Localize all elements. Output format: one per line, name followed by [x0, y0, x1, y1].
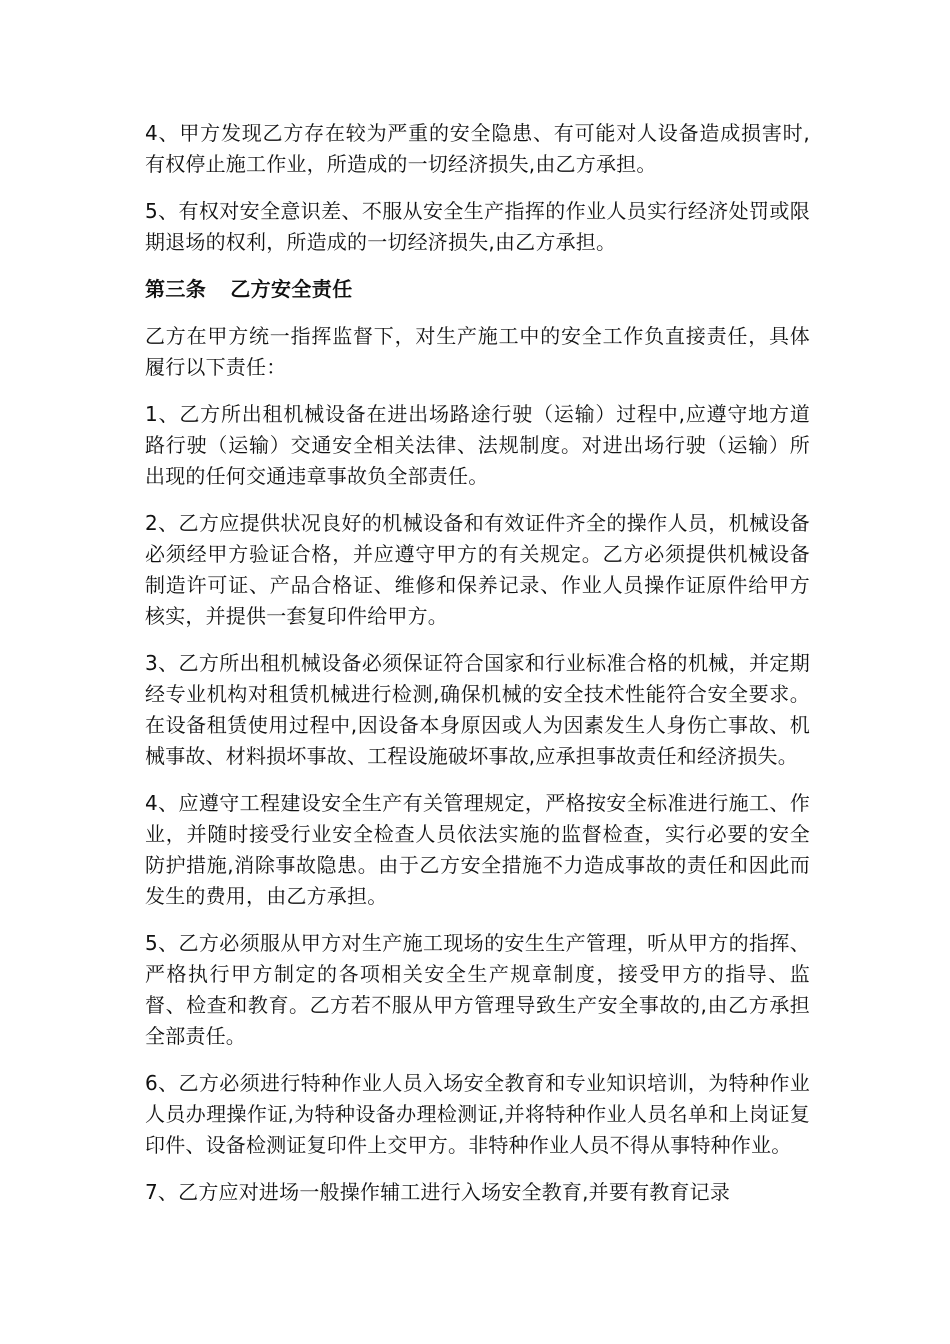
paragraph-clause-7: 7、乙方应对进场一般操作辅工进行入场安全教育,并要有教育记录 [145, 1180, 731, 1204]
paragraph-clause-4: 4、应遵守工程建设安全生产有关管理规定，严格按安全标准进行施工、作业，并随时接受行业安全检查人员依法实施的监督检查，实行必要的安全防护措施,消除事故隐患。由于乙方安全措施不力造成事故的责任和因此而发生的费用，由乙方承担。 [145, 791, 810, 908]
paragraph-clause-5: 5、乙方必须服从甲方对生产施工现场的安生生产管理，听从甲方的指挥、严格执行甲方制定的各项相关安全生产规章制度，接受甲方的指导、监督、检查和教育。乙方若不服从甲方管理导致生产安全事故的,由乙方承担全部责任。 [145, 931, 810, 1048]
paragraph-clause-1: 1、乙方所出租机械设备在进出场路途行驶（运输）过程中,应遵守地方道路行驶（运输）交通安全相关法律、法规制度。对进出场行驶（运输）所出现的任何交通违章事故负全部责任。 [145, 402, 810, 488]
article-title: 乙方安全责任 [230, 277, 353, 301]
paragraph-clause-2: 2、乙方应提供状况良好的机械设备和有效证件齐全的操作人员，机械设备必须经甲方验证合格，并应遵守甲方的有关规定。乙方必须提供机械设备制造许可证、产品合格证、维修和保养记录、作业人员操作证原件给甲方核实，并提供一套复印件给甲方。 [145, 511, 810, 628]
paragraph-intro: 乙方在甲方统一指挥监督下，对生产施工中的安全工作负直接责任，具体履行以下责任： [145, 324, 810, 379]
document-page [145, 118, 810, 1224]
paragraph-item-4: 4、甲方发现乙方存在较为严重的安全隐患、有可能对人设备造成损害时,有权停止施工作业，所造成的一切经济损失,由乙方承担。 [145, 121, 810, 176]
paragraph-clause-3: 3、乙方所出租机械设备必须保证符合国家和行业标准合格的机械，并定期经专业机构对租赁机械进行检测,确保机械的安全技术性能符合安全要求。在设备租赁使用过程中,因设备本身原因或人为因素发生人身伤亡事故、机械事故、材料损坏事故、工程设施破坏事故,应承担事故责任和经济损失。 [145, 651, 810, 768]
section-heading [145, 274, 810, 305]
article-number: 第三条 [145, 277, 207, 301]
paragraph-clause-6: 6、乙方必须进行特种作业人员入场安全教育和专业知识培训，为特种作业人员办理操作证,为特种设备办理检测证,并将特种作业人员名单和上岗证复印件、设备检测证复印件上交甲方。非特种作业人员不得从事特种作业。 [145, 1071, 810, 1157]
paragraph-item-5: 5、有权对安全意识差、不服从安全生产指挥的作业人员实行经济处罚或限期退场的权利，所造成的一切经济损失,由乙方承担。 [145, 199, 810, 254]
